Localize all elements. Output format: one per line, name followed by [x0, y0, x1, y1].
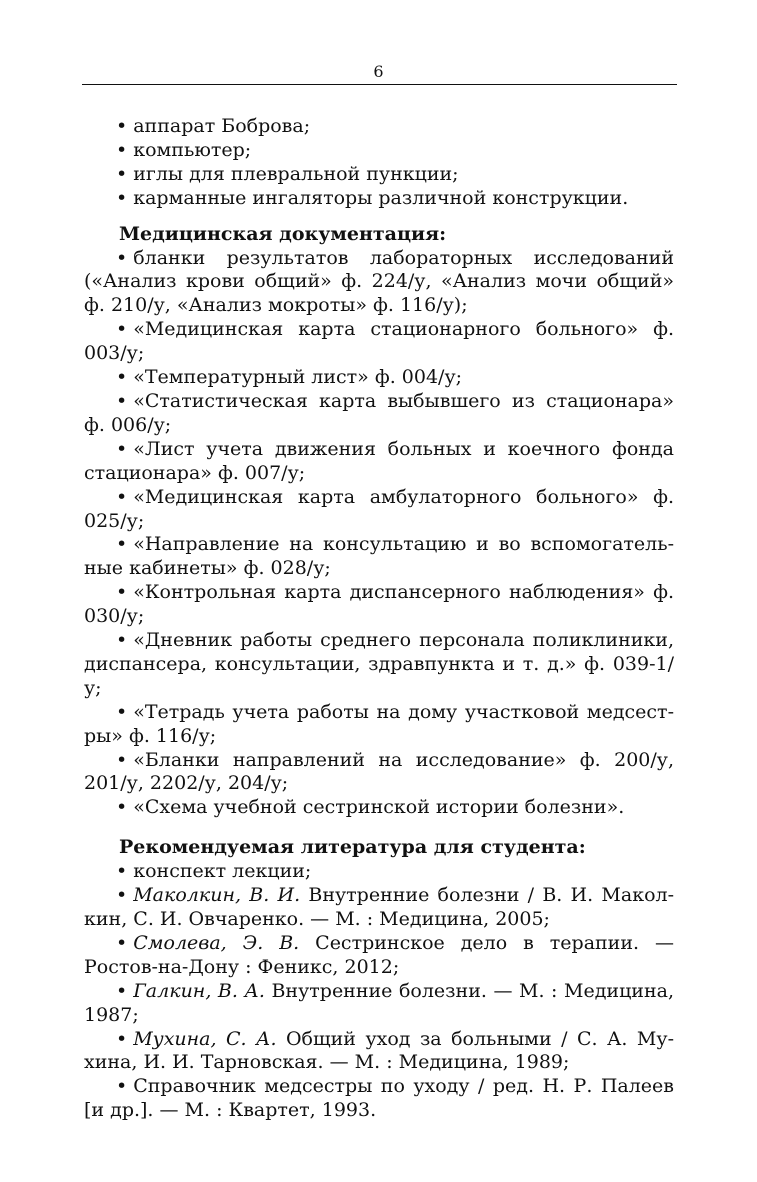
- bullet-icon: [116, 438, 127, 460]
- bullet-icon: [116, 163, 127, 185]
- author-name: Мухина, С. А.: [133, 1027, 277, 1050]
- list-item: • конспект лекции;: [84, 860, 674, 884]
- author-name: Маколкин, В. И.: [133, 884, 301, 907]
- bullet-icon: [116, 318, 127, 340]
- author-name: Галкин, В. А.: [133, 979, 265, 1002]
- list-item: • Справочник медсестры по уходу / ред. Н. Р. Палеев [и др.]. — М. : Квартет, 1993.: [84, 1075, 674, 1123]
- list-item: • Мухина, С. А. Общий уход за больными / С. А. Мухина, И. И. Тарновская. — М. : Медицина, 1989;: [84, 1028, 674, 1076]
- list-item: • «Дневник работы среднего персонала поликлиники, диспансера, консультации, здравпункта и т. д.» ф. 039-1/у;: [84, 629, 674, 701]
- list-item: • компьютер;: [84, 139, 674, 163]
- list-item: • «Медицинская карта стационарного больного» ф. 003/у;: [84, 318, 674, 366]
- list-item: • «Температурный лист» ф. 004/у;: [84, 366, 674, 390]
- list-item: • Маколкин, В. И. Внутренние болезни / В. И. Маколкин, С. И. Овчаренко. — М. : Медицина, 2005;: [84, 884, 674, 932]
- list-item: • карманные ингаляторы различной конструкции.: [84, 187, 674, 211]
- list-item: • иглы для плевральной пункции;: [84, 163, 674, 187]
- section-heading-literature: Рекомендуемая литература для студента:: [119, 836, 586, 859]
- bullet-icon: [116, 581, 127, 603]
- bullet-icon: [116, 247, 127, 269]
- bullet-icon: [116, 533, 127, 555]
- bullet-icon: [116, 884, 127, 906]
- list-item: • «Бланки направлений на исследование» ф. 200/у, 201/у, 2202/у, 204/у;: [84, 749, 674, 797]
- equipment-list: [84, 115, 674, 211]
- bullet-icon: [116, 366, 127, 388]
- bullet-icon: [116, 932, 127, 954]
- list-item: • «Направление на консультацию и во вспомогательные кабинеты» ф. 028/у;: [84, 533, 674, 581]
- page-content: [84, 115, 674, 1123]
- list-item: • Смолева, Э. В. Сестринское дело в терапии. — Ростов-на-Дону : Феникс, 2012;: [84, 932, 674, 980]
- list-item: • «Контрольная карта диспансерного наблюдения» ф. 030/у;: [84, 581, 674, 629]
- list-item: • «Статистическая карта выбывшего из стационара» ф. 006/у;: [84, 390, 674, 438]
- list-item: • бланки результатов лабораторных исследований («Анализ крови общий» ф. 224/у, «Анализ мочи общий» ф. 210/у, «Анализ мокроты» ф. 116/у);: [84, 247, 674, 319]
- bullet-icon: [116, 629, 127, 651]
- list-item: • «Лист учета движения больных и коечного фонда стационара» ф. 007/у;: [84, 438, 674, 486]
- page-number: 6: [373, 62, 384, 81]
- literature-list: [84, 860, 674, 1123]
- list-item: • Галкин, В. А. Внутренние болезни. — М. : Медицина, 1987;: [84, 980, 674, 1028]
- bullet-icon: [116, 1028, 127, 1050]
- bullet-icon: [116, 486, 127, 508]
- bullet-icon: [116, 139, 127, 161]
- header-rule: [82, 84, 677, 85]
- bullet-icon: [116, 187, 127, 209]
- author-name: Смолева, Э. В.: [133, 931, 300, 954]
- bullet-icon: [116, 115, 127, 137]
- list-item: • «Медицинская карта амбулаторного больного» ф. 025/у;: [84, 486, 674, 534]
- bullet-icon: [116, 796, 127, 818]
- bullet-icon: [116, 860, 127, 882]
- list-item: • «Тетрадь учета работы на дому участковой медсестры» ф. 116/у;: [84, 701, 674, 749]
- bullet-icon: [116, 749, 127, 771]
- documentation-list: [84, 247, 674, 821]
- bullet-icon: [116, 701, 127, 723]
- bullet-icon: [116, 980, 127, 1002]
- bullet-icon: [116, 1075, 127, 1097]
- bullet-icon: [116, 390, 127, 412]
- list-item: • аппарат Боброва;: [84, 115, 674, 139]
- list-item: • «Схема учебной сестринской истории болезни».: [84, 796, 674, 820]
- section-heading-documentation: Медицинская документация:: [119, 222, 447, 245]
